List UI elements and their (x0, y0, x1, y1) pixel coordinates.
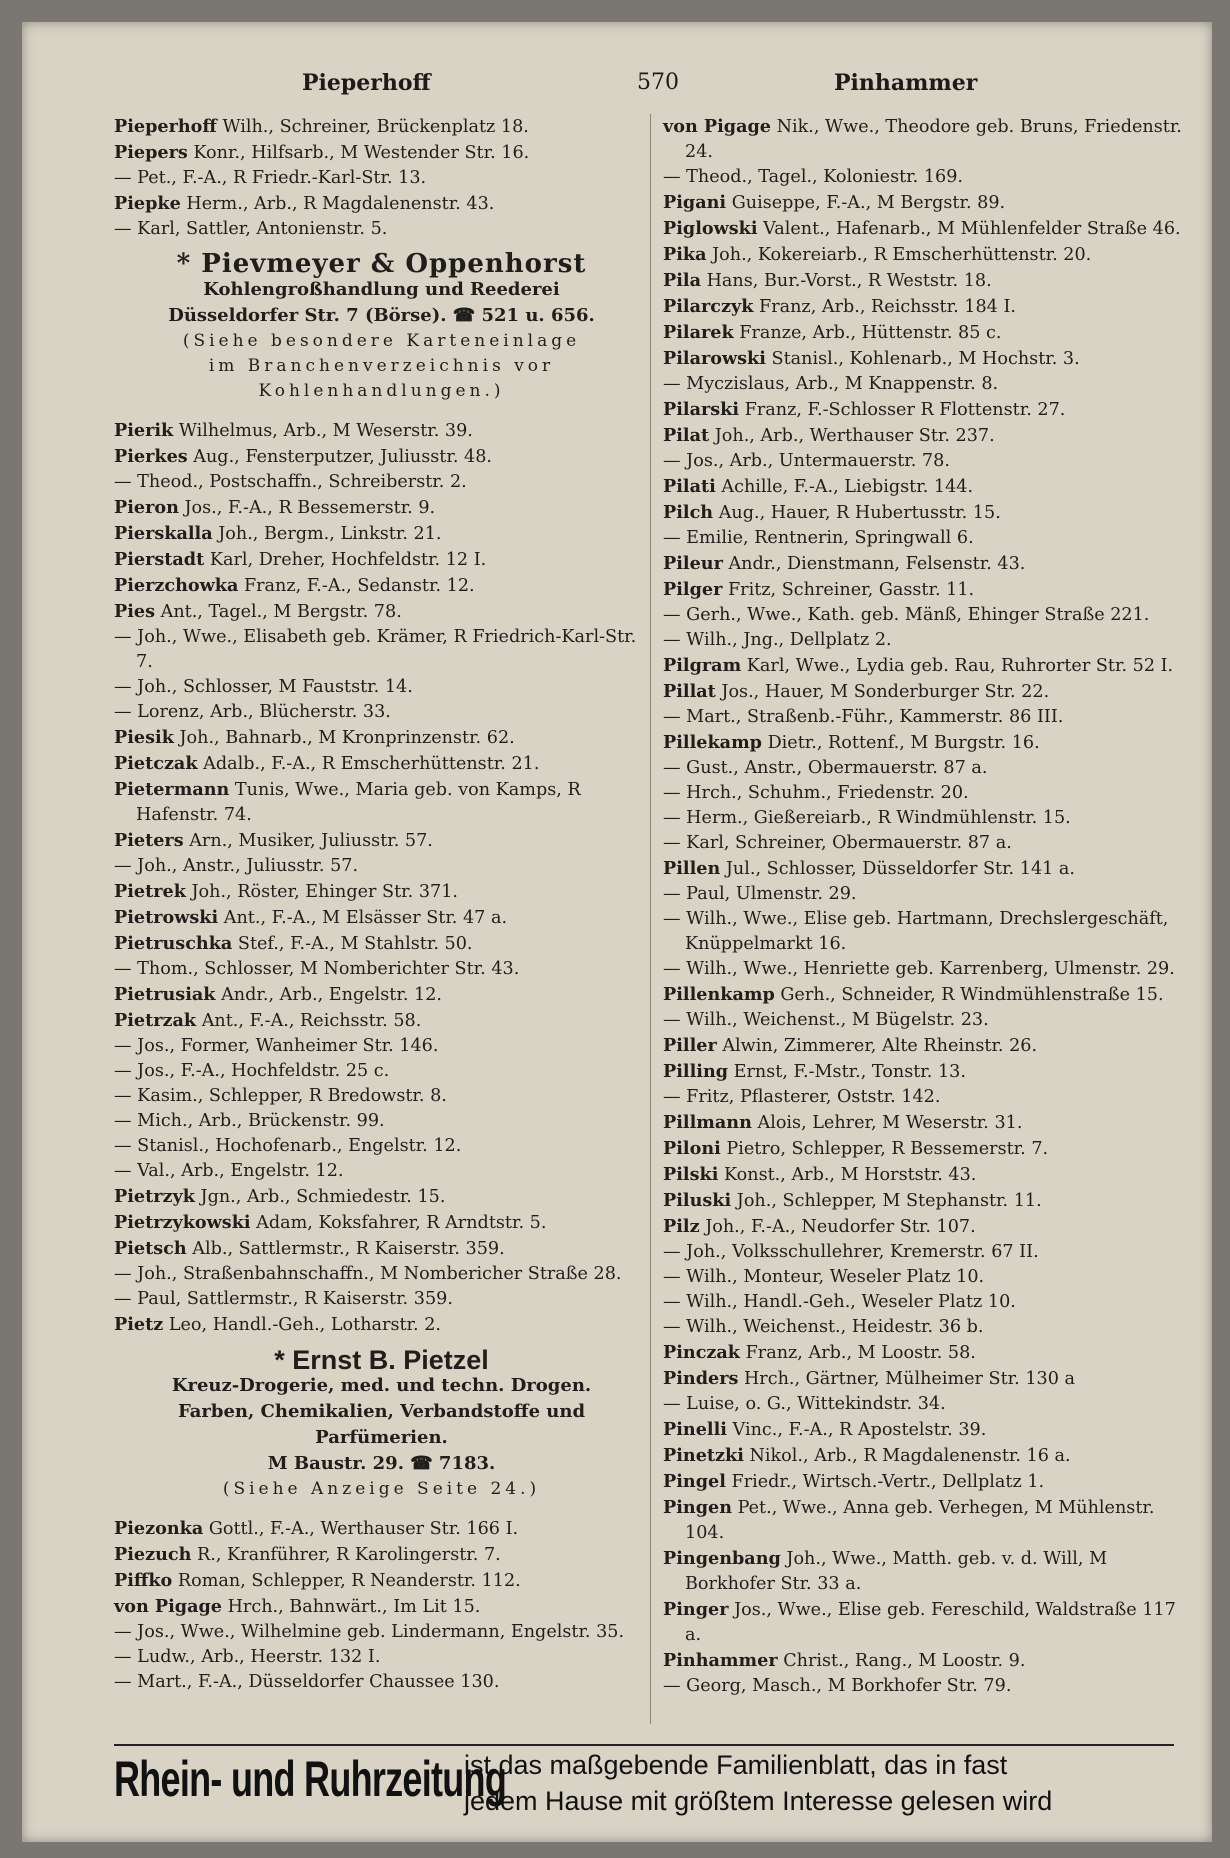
entry-surname: von Pigage (114, 1596, 222, 1617)
entry-surname: Pietrzak (114, 1010, 197, 1031)
directory-entry (663, 165, 1183, 190)
entry-details: Franz, F.-A., Sedanstr. 12. (243, 576, 475, 596)
entry-details: Fritz, Schreiner, Gasstr. 11. (727, 580, 975, 600)
directory-entry (663, 372, 1183, 397)
directory-entry (114, 879, 649, 905)
entry-details: Leo, Handl.-Geh., Lotharstr. 2. (168, 1315, 441, 1335)
directory-entry (663, 1417, 1183, 1443)
entry-details: Arn., Musiker, Juliusstr. 57. (189, 831, 433, 851)
entry-details: Hans, Bur.-Vorst., R Weststr. 18. (706, 271, 992, 291)
directory-entry (663, 449, 1183, 474)
directory-entry (114, 1159, 649, 1184)
entry-details: — Wilh., Wwe., Elise geb. Hartmann, Drechslergeschäft, Knüppelmarkt 16. (663, 909, 1169, 954)
directory-entry (114, 854, 649, 879)
entry-details: — Stanisl., Hochofenarb., Engelstr. 12. (114, 1136, 462, 1156)
entry-surname: Piluski (663, 1190, 732, 1211)
advert-line: Kohlenhandlungen.) (258, 381, 505, 401)
entry-surname: Pietrzykowski (114, 1212, 251, 1233)
advert-line: Düsseldorfer Str. 7 (Börse). ☎ 521 u. 656. (168, 305, 595, 326)
entry-surname: Pillenkamp (663, 984, 775, 1005)
entry-details: Adam, Koksfahrer, R Arndtstr. 5. (256, 1213, 547, 1233)
entry-details: Wilhelmus, Arb., M Weserstr. 39. (178, 421, 473, 441)
directory-entry (663, 1162, 1183, 1188)
entry-details: — Myczislaus, Arb., M Knappenstr. 8. (663, 374, 999, 394)
entry-details: — Wilh., Wwe., Henriette geb. Karrenberg, Ulmenstr. 29. (663, 959, 1175, 979)
entry-details: — Wilh., Weichenst., Heidestr. 36 b. (663, 1317, 984, 1337)
entry-details: — Jos., F.-A., Hochfeldstr. 25 c. (114, 1061, 390, 1081)
directory-entry (663, 1315, 1183, 1340)
entry-details: — Joh., Schlosser, M Fauststr. 14. (114, 677, 413, 697)
directory-entry (114, 1059, 649, 1084)
directory-entry (114, 751, 649, 777)
entry-surname: Pierik (114, 420, 174, 441)
entry-details: Nikol., Arb., R Magdalenenstr. 16 a. (749, 1446, 1071, 1466)
page-number: 570 (637, 70, 679, 95)
entry-details: Jul., Schlosser, Düsseldorfer Str. 141 a. (725, 859, 1076, 879)
directory-entry (114, 1236, 649, 1262)
entry-details: — Kasim., Schlepper, R Bredowstr. 8. (114, 1086, 447, 1106)
directory-entry (663, 397, 1183, 423)
entry-details: — Wilh., Weichenst., M Bügelstr. 23. (663, 1010, 989, 1030)
entry-surname: Pieperhoff (114, 116, 217, 137)
directory-entry (663, 756, 1183, 781)
entry-surname: Pillekamp (663, 732, 762, 753)
directory-entry (114, 166, 649, 191)
entry-details: — Thom., Schlosser, M Nomberichter Str. 43. (114, 959, 520, 979)
entry-details: — Gust., Anstr., Obermauerstr. 87 a. (663, 758, 988, 778)
entry-details: Dietr., Rottenf., M Burgstr. 16. (767, 733, 1040, 753)
entry-surname: Pieters (114, 830, 184, 851)
directory-entry (114, 828, 649, 854)
entry-details: — Hrch., Schuhm., Friedenstr. 20. (663, 783, 969, 803)
directory-entry (663, 957, 1183, 982)
directory-entry (663, 577, 1183, 603)
entry-surname: Pinhammer (663, 1650, 778, 1671)
directory-entry (663, 1443, 1183, 1469)
entry-details: Friedr., Wirtsch.-Vertr., Dellplatz 1. (731, 1472, 1045, 1492)
entry-details: Guiseppe, F.-A., M Bergstr. 89. (731, 193, 1006, 213)
entry-details: Ant., F.-A., Reichsstr. 58. (201, 1011, 422, 1031)
entry-details: Valent., Hafenarb., M Mühlenfelder Straße 46. (763, 219, 1181, 239)
entry-details: Jos., F.-A., R Bessemerstr. 9. (184, 498, 436, 518)
directory-entry (114, 777, 649, 828)
entry-surname: Pilarski (663, 399, 740, 420)
directory-entry (114, 931, 649, 957)
directory-entry (663, 603, 1183, 628)
entry-details: — Fritz, Pflasterer, Oststr. 142. (663, 1087, 941, 1107)
entry-details: Adalb., F.-A., R Emscherhüttenstr. 21. (203, 754, 540, 774)
directory-entry (663, 551, 1183, 577)
directory-entry (663, 1214, 1183, 1240)
directory-entry (663, 1392, 1183, 1417)
directory-entry (663, 1008, 1183, 1033)
entry-details: Pietro, Schlepper, R Bessemerstr. 7. (726, 1139, 1049, 1159)
directory-entry (663, 1546, 1183, 1597)
entry-surname: Piglowski (663, 218, 758, 239)
entry-surname: Pilati (663, 476, 716, 497)
entry-details: Vinc., F.-A., R Apostelstr. 39. (732, 1420, 987, 1440)
entry-list-b (114, 418, 649, 1338)
entry-details: Aug., Hauer, R Hubertusstr. 15. (718, 503, 1001, 523)
entry-details: — Jos., Arb., Untermauerstr. 78. (663, 451, 950, 471)
entry-details: Stanisl., Kohlenarb., M Hochstr. 3. (771, 349, 1080, 369)
entry-details: Alois, Lehrer, M Weserstr. 31. (757, 1113, 1023, 1133)
directory-entry (663, 1495, 1183, 1546)
entry-details: Joh., F.-A., Neudorfer Str. 107. (705, 1217, 976, 1237)
entry-details: Stef., F.-A., M Stahlstr. 50. (237, 934, 473, 954)
directory-entry (114, 625, 649, 675)
entry-surname: Piller (663, 1035, 717, 1056)
directory-entry (114, 982, 649, 1008)
entry-details: Joh., Arb., Werthauser Str. 237. (714, 426, 995, 446)
entry-surname: Pila (663, 270, 701, 291)
directory-entry (114, 1210, 649, 1236)
entry-details: — Jos., Wwe., Wilhelmine geb. Lindermann, Engelstr. 35. (114, 1622, 625, 1642)
directory-entry (663, 653, 1183, 679)
entry-details: Pet., Wwe., Anna geb. Verhegen, M Mühlenstr. 104. (685, 1498, 1155, 1543)
entry-details: Franz, Arb., M Loostr. 58. (745, 1343, 976, 1363)
entry-surname: Pilgram (663, 655, 742, 676)
directory-entry (663, 320, 1183, 346)
entry-surname: Pillmann (663, 1112, 752, 1133)
directory-entry (114, 675, 649, 700)
directory-entry (114, 573, 649, 599)
entry-details: Joh., Wwe., Matth. geb. v. d. Will, M Borkhofer Str. 33 a. (685, 1549, 1108, 1594)
entry-surname: Pingel (663, 1471, 726, 1492)
directory-entry (663, 730, 1183, 756)
directory-entry (114, 957, 649, 982)
entry-details: Andr., Arb., Engelstr. 12. (221, 985, 443, 1005)
entry-details: Wilh., Schreiner, Brückenplatz 18. (222, 117, 529, 137)
entry-surname: Pillat (663, 681, 716, 702)
entry-details: Karl, Dreher, Hochfeldstr. 12 I. (209, 550, 487, 570)
entry-details: — Karl, Schreiner, Obermauerstr. 87 a. (663, 833, 1012, 853)
entry-surname: Pilski (663, 1164, 719, 1185)
entry-surname: Pietermann (114, 779, 230, 800)
entry-surname: Pinders (663, 1368, 739, 1389)
directory-entry (114, 1262, 649, 1287)
entry-surname: Pietrowski (114, 907, 219, 928)
directory-entry (663, 1265, 1183, 1290)
header-left-name: Pieperhoff (302, 70, 431, 96)
entry-surname: Pietczak (114, 753, 198, 774)
entry-details: Joh., Schlepper, M Stephanstr. 11. (736, 1191, 1042, 1211)
directory-entry (663, 679, 1183, 705)
directory-entry (663, 1674, 1183, 1699)
advert-pietzel (114, 1345, 649, 1502)
entry-surname: Piezonka (114, 1518, 204, 1539)
entry-details: Herm., Arb., R Magdalenenstr. 43. (186, 194, 495, 214)
footer-advert (114, 1744, 1174, 1824)
entry-details: Alb., Sattlermstr., R Kaiserstr. 359. (192, 1239, 505, 1259)
entry-details: — Emilie, Rentnerin, Springwall 6. (663, 528, 974, 548)
directory-entry (663, 907, 1183, 957)
entry-surname: Pingenbang (663, 1548, 781, 1569)
directory-entry (114, 217, 649, 242)
directory-entry (663, 982, 1183, 1008)
entry-details: Karl, Wwe., Lydia geb. Rau, Ruhrorter Str. 52 I. (746, 656, 1174, 676)
entry-details: Achille, F.-A., Liebigstr. 144. (721, 477, 974, 497)
entry-details: — Joh., Wwe., Elisabeth geb. Krämer, R Friedrich-Karl-Str. 7. (114, 627, 637, 672)
entry-details: — Herm., Gießereiarb., R Windmühlenstr. 15. (663, 808, 1071, 828)
directory-entry (663, 1033, 1183, 1059)
entry-details: — Paul, Sattlermstr., R Kaiserstr. 359. (114, 1289, 453, 1309)
entry-surname: Pinelli (663, 1419, 727, 1440)
footer-line-1: ist das maßgebende Familienblatt, das in fast (464, 1750, 1008, 1780)
directory-entry (114, 905, 649, 931)
directory-entry (663, 882, 1183, 907)
entry-details: Ernst, F.-Mstr., Tonstr. 13. (733, 1062, 966, 1082)
advert-line: M Baustr. 29. ☎ 7183. (267, 1453, 496, 1474)
directory-entry (114, 1516, 649, 1542)
advert-title: * Pievmeyer & Oppenhorst (176, 249, 587, 279)
entry-surname: Pigani (663, 192, 727, 213)
directory-entry (114, 599, 649, 625)
advert-line: Kohlengroßhandlung und Reederei (203, 279, 560, 300)
entry-details: — Joh., Anstr., Juliusstr. 57. (114, 856, 359, 876)
entry-details: Jos., Wwe., Elise geb. Fereschild, Waldstraße 117 a. (685, 1600, 1176, 1645)
directory-entry (114, 114, 649, 140)
entry-surname: Pilling (663, 1061, 729, 1082)
entry-surname: Pilz (663, 1216, 700, 1237)
directory-entry (114, 1670, 649, 1695)
entry-details: Franze, Arb., Hüttenstr. 85 c. (739, 323, 1002, 343)
entry-details: Franz, Arb., Reichsstr. 184 I. (758, 297, 1017, 317)
entry-details: — Paul, Ulmenstr. 29. (663, 884, 857, 904)
right-column (650, 114, 1183, 1724)
advert-line: Farben, Chemikalien, Verbandstoffe und (177, 1401, 586, 1422)
entry-surname: Pilarczyk (663, 296, 754, 317)
directory-entry (663, 114, 1183, 165)
directory-entry (663, 628, 1183, 653)
entry-surname: Piezuch (114, 1544, 192, 1565)
directory-entry (114, 521, 649, 547)
entry-details: Joh., Röster, Ehinger Str. 371. (191, 882, 459, 902)
directory-entry (663, 216, 1183, 242)
footer-line-2: jedem Hause mit größtem Interesse gelesen wird (464, 1786, 1053, 1816)
entry-surname: Pietruschka (114, 933, 233, 954)
directory-entry (663, 1188, 1183, 1214)
advert-line: Parfümerien. (315, 1427, 448, 1448)
directory-entry (114, 700, 649, 725)
directory-entry (114, 1594, 649, 1620)
directory-entry (663, 806, 1183, 831)
entry-surname: Piepers (114, 142, 188, 163)
entry-surname: Pileur (663, 553, 723, 574)
entry-details: — Wilh., Monteur, Weseler Platz 10. (663, 1267, 985, 1287)
directory-entry (114, 470, 649, 495)
directory-entry (114, 725, 649, 751)
entry-surname: Pierskalla (114, 523, 213, 544)
entry-surname: Pies (114, 601, 156, 622)
entry-details: Joh., Bahnarb., M Kronprinzenstr. 62. (179, 728, 515, 748)
entry-details: Alwin, Zimmerer, Alte Rheinstr. 26. (722, 1036, 1038, 1056)
directory-entry (114, 1287, 649, 1312)
entry-details: Gottl., F.-A., Werthauser Str. 166 I. (208, 1519, 519, 1539)
entry-list-a (114, 114, 649, 242)
entry-details: — Val., Arb., Engelstr. 12. (114, 1161, 344, 1181)
directory-entry (663, 1059, 1183, 1085)
entry-details: Franz, F.-Schlosser R Flottenstr. 27. (744, 400, 1066, 420)
entry-surname: Piepke (114, 193, 181, 214)
directory-entry (114, 1134, 649, 1159)
directory-entry (114, 1312, 649, 1338)
entry-details: Konst., Arb., M Horststr. 43. (723, 1165, 977, 1185)
entry-details: Joh., Bergm., Linkstr. 21. (218, 524, 442, 544)
directory-entry (663, 1366, 1183, 1392)
entry-details: Aug., Fensterputzer, Juliusstr. 48. (193, 447, 492, 467)
entry-surname: Piesik (114, 727, 174, 748)
entry-details: R., Kranführer, R Karolingerstr. 7. (197, 1545, 501, 1565)
entry-details: Joh., Kokereiarb., R Emscherhüttenstr. 20. (712, 245, 1092, 265)
directory-entry (663, 1240, 1183, 1265)
directory-entry (663, 268, 1183, 294)
entry-surname: Pierzchowka (114, 575, 239, 596)
directory-entry (663, 474, 1183, 500)
entry-surname: Pilat (663, 425, 710, 446)
entry-list-right (663, 114, 1183, 1699)
advert-line: (Siehe Anzeige Seite 24.) (222, 1479, 541, 1499)
entry-list-c (114, 1516, 649, 1695)
entry-details: — Wilh., Handl.-Geh., Weseler Platz 10. (663, 1292, 1016, 1312)
directory-entry (114, 1542, 649, 1568)
entry-details: — Mich., Arb., Brückenstr. 99. (114, 1111, 385, 1131)
advert-line: im Branchenverzeichnis vor (208, 356, 555, 376)
directory-entry (114, 1620, 649, 1645)
entry-surname: Pietrzyk (114, 1186, 195, 1207)
directory-entry (663, 423, 1183, 449)
entry-details: — Mart., Straßenb.-Führ., Kammerstr. 86 III. (663, 707, 1064, 727)
entry-surname: Pinczak (663, 1342, 740, 1363)
directory-entry (663, 1110, 1183, 1136)
entry-details: Gerh., Schneider, R Windmühlenstraße 15. (780, 985, 1164, 1005)
directory-entry (114, 1645, 649, 1670)
entry-surname: Pietz (114, 1314, 164, 1335)
entry-details: Christ., Rang., M Loostr. 9. (783, 1651, 1026, 1671)
advert-line: Kreuz-Drogerie, med. und techn. Drogen. (171, 1375, 592, 1396)
directory-entry (114, 1008, 649, 1034)
entry-surname: Pilch (663, 502, 714, 523)
entry-details: — Karl, Sattler, Antonienstr. 5. (114, 219, 388, 239)
directory-entry (663, 190, 1183, 216)
entry-surname: Pietsch (114, 1238, 187, 1259)
directory-entry (663, 346, 1183, 372)
advert-title: * Ernst B. Pietzel (274, 1345, 489, 1375)
directory-entry (663, 500, 1183, 526)
directory-page (22, 22, 1212, 1842)
entry-details: — Theod., Postschaffn., Schreiberstr. 2. (114, 472, 467, 492)
entry-details: Tunis, Wwe., Maria geb. von Kamps, R Hafenstr. 74. (136, 780, 581, 825)
left-column (114, 114, 649, 1695)
entry-surname: Pierstadt (114, 549, 205, 570)
entry-details: Jos., Hauer, M Sonderburger Str. 22. (721, 682, 1050, 702)
entry-details: — Wilh., Jng., Dellplatz 2. (663, 630, 892, 650)
entry-surname: Pieron (114, 497, 179, 518)
footer-brand: Rhein- und Ruhrzeitung (114, 1751, 507, 1807)
directory-entry (114, 1568, 649, 1594)
directory-entry (114, 495, 649, 521)
entry-details: Hrch., Gärtner, Mülheimer Str. 130 a (743, 1369, 1076, 1389)
entry-details: Nik., Wwe., Theodore geb. Bruns, Friedenstr. 24. (685, 117, 1182, 162)
directory-entry (114, 444, 649, 470)
entry-surname: Piloni (663, 1138, 721, 1159)
directory-entry (114, 418, 649, 444)
entry-surname: Piffko (114, 1570, 173, 1591)
directory-entry (114, 1109, 649, 1134)
entry-surname: Pietrek (114, 881, 186, 902)
entry-details: — Joh., Straßenbahnschaffn., M Nombericher Straße 28. (114, 1264, 622, 1284)
directory-entry (663, 781, 1183, 806)
entry-details: — Lorenz, Arb., Blücherstr. 33. (114, 702, 391, 722)
advert-line: (Siehe besondere Karteneinlage (182, 331, 581, 351)
entry-details: — Mart., F.-A., Düsseldorfer Chaussee 130. (114, 1672, 500, 1692)
entry-details: — Georg, Masch., M Borkhofer Str. 79. (663, 1676, 1012, 1696)
directory-entry (114, 547, 649, 573)
entry-surname: Pillen (663, 858, 721, 879)
entry-surname: von Pigage (663, 116, 771, 137)
directory-entry (114, 140, 649, 166)
entry-details: Ant., F.-A., M Elsässer Str. 47 a. (223, 908, 508, 928)
entry-details: Roman, Schlepper, R Neanderstr. 112. (177, 1571, 521, 1591)
directory-entry (663, 1597, 1183, 1648)
directory-entry (663, 1648, 1183, 1674)
entry-details: Konr., Hilfsarb., M Westender Str. 16. (193, 143, 530, 163)
entry-surname: Pinetzki (663, 1445, 744, 1466)
entry-surname: Pierkes (114, 446, 188, 467)
directory-entry (663, 1085, 1183, 1110)
entry-surname: Pinger (663, 1599, 729, 1620)
directory-entry (663, 856, 1183, 882)
entry-details: — Gerh., Wwe., Kath. geb. Mänß, Ehinger Straße 221. (663, 605, 1150, 625)
header-right-name: Pinhammer (834, 70, 978, 96)
entry-details: — Jos., Former, Wanheimer Str. 146. (114, 1036, 439, 1056)
directory-entry (114, 1084, 649, 1109)
directory-entry (663, 526, 1183, 551)
directory-entry (663, 242, 1183, 268)
directory-entry (663, 1469, 1183, 1495)
entry-surname: Pilarek (663, 322, 734, 343)
entry-details: — Ludw., Arb., Heerstr. 132 I. (114, 1647, 381, 1667)
directory-entry (663, 1290, 1183, 1315)
entry-details: Jgn., Arb., Schmiedestr. 15. (200, 1187, 446, 1207)
entry-details: — Luise, o. G., Wittekindstr. 34. (663, 1394, 946, 1414)
directory-entry (663, 831, 1183, 856)
directory-entry (663, 705, 1183, 730)
entry-details: Ant., Tagel., M Bergstr. 78. (160, 602, 402, 622)
entry-surname: Pilger (663, 579, 723, 600)
directory-entry (663, 1340, 1183, 1366)
entry-details: — Pet., F.-A., R Friedr.-Karl-Str. 13. (114, 168, 427, 188)
directory-entry (114, 191, 649, 217)
entry-details: — Joh., Volksschullehrer, Kremerstr. 67 II. (663, 1242, 1039, 1262)
directory-entry (663, 1136, 1183, 1162)
directory-entry (663, 294, 1183, 320)
entry-surname: Pika (663, 244, 707, 265)
entry-details: — Theod., Tagel., Koloniestr. 169. (663, 167, 964, 187)
directory-entry (114, 1034, 649, 1059)
entry-details: Andr., Dienstmann, Felsenstr. 43. (728, 554, 1026, 574)
directory-entry (114, 1184, 649, 1210)
advert-pievmeyer (114, 249, 649, 404)
entry-details: Hrch., Bahnwärt., Im Lit 15. (227, 1597, 481, 1617)
entry-surname: Pingen (663, 1497, 732, 1518)
entry-surname: Pietrusiak (114, 984, 216, 1005)
entry-surname: Pilarowski (663, 348, 766, 369)
